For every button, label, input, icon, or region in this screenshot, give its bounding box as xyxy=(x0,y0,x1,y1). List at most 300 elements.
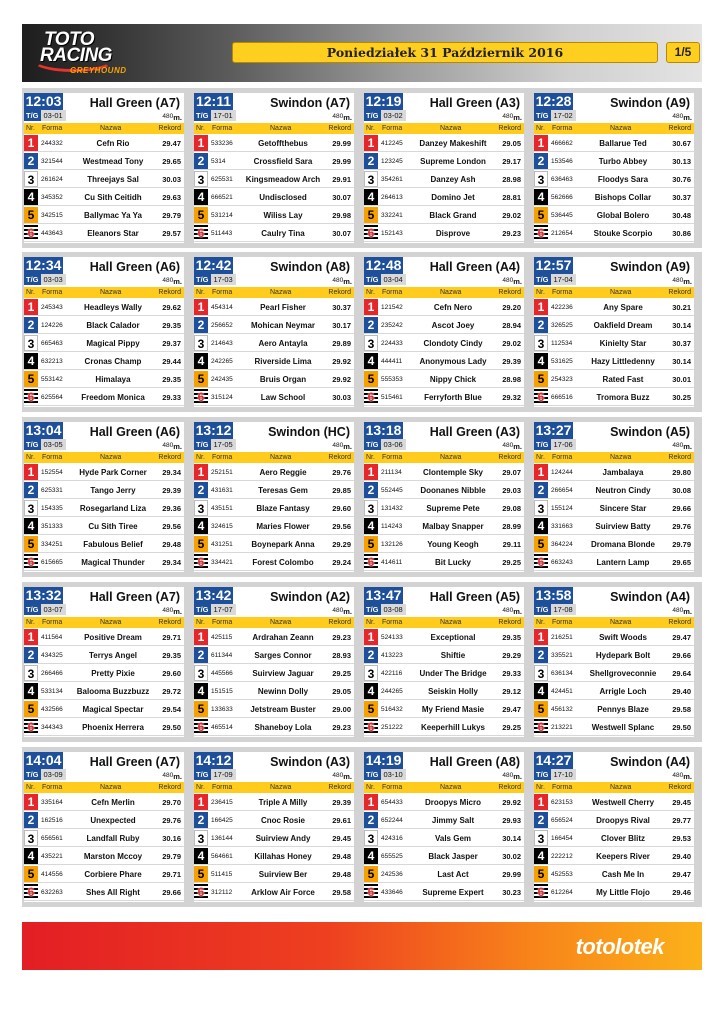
runner-name: Shaneboy Lola xyxy=(254,723,312,732)
col-nr: Nr. xyxy=(196,619,205,626)
runner-name: Terrys Angel xyxy=(88,651,137,660)
trap-number-badge: 4 xyxy=(194,353,208,369)
distance-unit: m. xyxy=(173,113,182,122)
distance-value: 480 xyxy=(332,607,344,614)
race-id xyxy=(194,110,236,121)
runner-form: 153546 xyxy=(551,158,573,165)
runner-row xyxy=(194,884,354,901)
runner-record: 29.60 xyxy=(162,669,181,678)
col-forma: Forma xyxy=(42,289,63,296)
runner-row xyxy=(534,629,694,646)
track-name: Hall Green (A3) xyxy=(429,425,520,439)
runner-name: Riverside Lima xyxy=(254,357,312,366)
runner-record: 29.33 xyxy=(162,393,181,402)
runner-name: Westwell Splanc xyxy=(591,723,655,732)
runner-form: 625331 xyxy=(41,487,63,494)
runner-name: Ascot Joey xyxy=(431,321,475,330)
runner-form: 244265 xyxy=(381,688,403,695)
runner-name: Getoffthebus xyxy=(258,139,308,148)
race-id xyxy=(194,439,236,450)
runner-name: Clondoty Cindy xyxy=(423,339,483,348)
race-code: 17-02 xyxy=(551,110,576,121)
runner-form: 414611 xyxy=(381,559,403,566)
runner-form: 266466 xyxy=(41,670,63,677)
trap-number-badge: 3 xyxy=(24,171,38,187)
runner-name: Suirview Batty xyxy=(595,522,651,531)
runner-name: Rosegarland Liza xyxy=(79,504,147,513)
race-code: 17-06 xyxy=(551,439,576,450)
runner-record: 30.07 xyxy=(332,229,351,238)
runner-record: 29.32 xyxy=(502,393,521,402)
distance-value: 480 xyxy=(332,113,344,120)
track-name: Swindon (A8) xyxy=(270,260,350,274)
runner-name: Hazy Littledenny xyxy=(591,357,655,366)
runner-record: 29.02 xyxy=(502,211,521,220)
runner-form: 663243 xyxy=(551,559,573,566)
runner-name: Vals Gem xyxy=(434,834,472,843)
runner-form: 611344 xyxy=(211,652,233,659)
race-id xyxy=(194,274,236,285)
runner-name: Swift Woods xyxy=(599,633,647,642)
runner-record: 29.39 xyxy=(332,798,351,807)
runner-form: 312112 xyxy=(211,889,233,896)
distance-value: 480 xyxy=(672,442,684,449)
runner-row xyxy=(534,665,694,682)
col-nazwa: Nazwa xyxy=(270,454,292,461)
runner-form: 331663 xyxy=(551,523,573,530)
runner-name: Crossfield Sara xyxy=(253,157,313,166)
race-distance xyxy=(672,275,692,286)
trap-number-badge: 5 xyxy=(194,866,208,882)
distance-value: 480 xyxy=(502,772,514,779)
col-rekord: Rekord xyxy=(328,289,351,296)
runner-row xyxy=(24,719,184,736)
runner-record: 29.79 xyxy=(162,852,181,861)
col-forma: Forma xyxy=(212,619,233,626)
runner-name: Keepers River xyxy=(596,852,650,861)
race-code: 03-07 xyxy=(41,604,66,615)
col-rekord: Rekord xyxy=(328,784,351,791)
runner-form: 632213 xyxy=(41,358,63,365)
col-rekord: Rekord xyxy=(498,289,521,296)
table-header xyxy=(24,287,184,298)
runner-form: 364224 xyxy=(551,541,573,548)
trap-number-badge: 6 xyxy=(194,719,208,735)
runner-name: Kingsmeadow Arch xyxy=(245,175,321,184)
runner-form: 456132 xyxy=(551,706,573,713)
runner-record: 29.24 xyxy=(332,558,351,567)
runner-form: 166454 xyxy=(551,835,573,842)
trap-number-badge: 5 xyxy=(194,701,208,717)
runner-name: Undisclosed xyxy=(259,193,307,202)
track-name: Hall Green (A7) xyxy=(89,755,180,769)
runner-row xyxy=(24,317,184,334)
runner-row xyxy=(194,225,354,242)
trap-number-badge: 2 xyxy=(534,482,548,498)
table-header xyxy=(534,123,694,134)
runner-form: 524133 xyxy=(381,634,403,641)
runner-name: Tromora Buzz xyxy=(596,393,650,402)
runner-form: 252151 xyxy=(211,469,233,476)
distance-value: 480 xyxy=(332,772,344,779)
runner-name: Cu Sith Tiree xyxy=(88,522,138,531)
col-rekord: Rekord xyxy=(328,619,351,626)
runner-row xyxy=(194,299,354,316)
trap-number-badge: 1 xyxy=(534,464,548,480)
trap-number-badge: 5 xyxy=(194,536,208,552)
runner-record: 30.48 xyxy=(672,211,691,220)
runner-record: 29.63 xyxy=(162,193,181,202)
runner-name: Blaze Fantasy xyxy=(256,504,310,513)
runner-name: Teresas Gem xyxy=(258,486,308,495)
runner-name: Landfall Ruby xyxy=(86,834,140,843)
trap-number-badge: 1 xyxy=(24,299,38,315)
runner-record: 29.85 xyxy=(332,486,351,495)
runner-row xyxy=(194,683,354,700)
trap-number-badge: 6 xyxy=(24,225,38,241)
runner-row xyxy=(364,299,524,316)
runner-name: Maries Flower xyxy=(256,522,310,531)
runner-name: Jimmy Salt xyxy=(431,816,475,825)
runner-name: Ballarue Ted xyxy=(599,139,647,148)
trap-number-badge: 1 xyxy=(364,794,378,810)
runner-record: 29.92 xyxy=(502,798,521,807)
runner-row xyxy=(534,135,694,152)
race-code: 03-05 xyxy=(41,439,66,450)
table-header xyxy=(194,452,354,463)
race-time: 13:32 xyxy=(25,587,62,603)
runner-name: Danzey Makeshift xyxy=(419,139,487,148)
race-band xyxy=(22,417,702,577)
page-header xyxy=(22,24,702,82)
runner-row xyxy=(364,665,524,682)
col-forma: Forma xyxy=(212,125,233,132)
runner-form: 114243 xyxy=(381,523,403,530)
col-nr: Nr. xyxy=(536,289,545,296)
col-forma: Forma xyxy=(382,454,403,461)
runner-form: 335164 xyxy=(41,799,63,806)
tg-label: T/G xyxy=(536,111,549,120)
trap-number-badge: 2 xyxy=(534,317,548,333)
distance-unit: m. xyxy=(683,442,692,451)
runner-name: Floodys Sara xyxy=(597,175,649,184)
runner-record: 29.40 xyxy=(672,852,691,861)
runner-form: 212654 xyxy=(551,230,573,237)
runner-record: 29.36 xyxy=(162,504,181,513)
distance-value: 480 xyxy=(162,277,174,284)
col-nr: Nr. xyxy=(26,125,35,132)
totolotek-logo: totolotek xyxy=(575,934,664,959)
runner-name: Aero Reggie xyxy=(259,468,307,477)
runner-row xyxy=(364,830,524,847)
runner-row xyxy=(194,866,354,883)
runner-form: 354261 xyxy=(381,176,403,183)
runner-name: Threejays Sal xyxy=(87,175,139,184)
runner-row xyxy=(364,554,524,571)
runner-name: Domino Jet xyxy=(431,193,475,202)
runner-row xyxy=(534,464,694,481)
col-forma: Forma xyxy=(552,784,573,791)
trap-number-badge: 2 xyxy=(24,317,38,333)
runner-row xyxy=(534,153,694,170)
trap-number-badge: 4 xyxy=(534,189,548,205)
runner-name: Doonanes Nibble xyxy=(420,486,486,495)
table-header xyxy=(364,617,524,628)
race-id xyxy=(24,604,66,615)
trap-number-badge: 1 xyxy=(24,135,38,151)
runner-name: Cash Me In xyxy=(601,870,645,879)
runner-record: 28.98 xyxy=(502,375,521,384)
col-rekord: Rekord xyxy=(668,454,691,461)
runner-form: 625564 xyxy=(41,394,63,401)
runner-row xyxy=(364,794,524,811)
distance-value: 480 xyxy=(672,277,684,284)
runner-name: Ferryforth Blue xyxy=(424,393,482,402)
distance-value: 480 xyxy=(332,442,344,449)
table-header xyxy=(534,287,694,298)
runner-record: 29.46 xyxy=(672,888,691,897)
col-forma: Forma xyxy=(42,454,63,461)
runner-row xyxy=(534,299,694,316)
runner-record: 29.58 xyxy=(332,888,351,897)
runner-name: Ballymac Ya Ya xyxy=(84,211,142,220)
race-distance xyxy=(672,770,692,781)
runner-record: 29.33 xyxy=(502,669,521,678)
trap-number-badge: 1 xyxy=(194,794,208,810)
table-header xyxy=(364,782,524,793)
runner-name: Marston Mccoy xyxy=(83,852,143,861)
race-card xyxy=(534,93,694,243)
col-nr: Nr. xyxy=(196,784,205,791)
distance-value: 480 xyxy=(502,442,514,449)
runner-row xyxy=(194,830,354,847)
runner-record: 29.92 xyxy=(332,375,351,384)
runner-form: 466662 xyxy=(551,140,573,147)
runner-name: Black Jasper xyxy=(428,852,478,861)
runner-record: 29.35 xyxy=(162,375,181,384)
trap-number-badge: 4 xyxy=(364,848,378,864)
runner-form: 242435 xyxy=(211,376,233,383)
trap-number-badge: 2 xyxy=(534,153,548,169)
runner-record: 29.02 xyxy=(502,339,521,348)
runner-record: 29.39 xyxy=(502,357,521,366)
page-indicator: 1/5 xyxy=(666,42,700,63)
tg-label: T/G xyxy=(26,275,39,284)
trap-number-badge: 3 xyxy=(364,830,378,846)
runner-form: 511415 xyxy=(211,871,233,878)
tg-label: T/G xyxy=(536,770,549,779)
runner-form: 533134 xyxy=(41,688,63,695)
col-rekord: Rekord xyxy=(328,125,351,132)
runner-record: 29.50 xyxy=(672,723,691,732)
runner-record: 29.47 xyxy=(672,870,691,879)
distance-value: 480 xyxy=(502,607,514,614)
trap-number-badge: 6 xyxy=(364,554,378,570)
race-card xyxy=(194,93,354,243)
col-nazwa: Nazwa xyxy=(100,454,122,461)
runner-row xyxy=(534,189,694,206)
col-nazwa: Nazwa xyxy=(100,289,122,296)
runner-record: 29.29 xyxy=(502,651,521,660)
runner-form: 454314 xyxy=(211,304,233,311)
runner-form: 112534 xyxy=(551,340,573,347)
table-header xyxy=(364,287,524,298)
race-band xyxy=(22,747,702,907)
trap-number-badge: 1 xyxy=(534,794,548,810)
runner-row xyxy=(24,683,184,700)
col-nazwa: Nazwa xyxy=(440,619,462,626)
trap-number-badge: 2 xyxy=(194,482,208,498)
trap-number-badge: 3 xyxy=(534,500,548,516)
distance-unit: m. xyxy=(343,277,352,286)
tg-label: T/G xyxy=(366,770,379,779)
table-header xyxy=(194,123,354,134)
trap-number-badge: 3 xyxy=(24,335,38,351)
race-code: 17-08 xyxy=(551,604,576,615)
col-forma: Forma xyxy=(212,289,233,296)
race-time: 13:58 xyxy=(535,587,572,603)
runner-row xyxy=(194,848,354,865)
runner-record: 29.71 xyxy=(162,870,181,879)
race-code: 03-02 xyxy=(381,110,406,121)
distance-unit: m. xyxy=(343,607,352,616)
trap-number-badge: 3 xyxy=(534,665,548,681)
runner-form: 652244 xyxy=(381,817,403,824)
runner-form: 121542 xyxy=(381,304,403,311)
tg-label: T/G xyxy=(366,605,379,614)
runner-record: 29.77 xyxy=(672,816,691,825)
runner-row xyxy=(364,866,524,883)
runner-name: Shellgroveconnie xyxy=(589,669,657,678)
runner-row xyxy=(194,701,354,718)
runner-record: 30.07 xyxy=(332,193,351,202)
col-nr: Nr. xyxy=(366,289,375,296)
col-forma: Forma xyxy=(212,454,233,461)
col-rekord: Rekord xyxy=(328,454,351,461)
runner-row xyxy=(364,464,524,481)
col-rekord: Rekord xyxy=(498,125,521,132)
runner-record: 29.58 xyxy=(672,705,691,714)
runner-name: Himalaya xyxy=(95,375,131,384)
runner-row xyxy=(364,389,524,406)
runner-row xyxy=(24,500,184,517)
race-card xyxy=(24,752,184,902)
runner-record: 30.37 xyxy=(332,303,351,312)
runner-record: 30.14 xyxy=(672,357,691,366)
race-id xyxy=(364,769,406,780)
runner-record: 29.47 xyxy=(502,705,521,714)
race-time: 13:12 xyxy=(195,422,232,438)
runner-form: 334251 xyxy=(41,541,63,548)
race-distance xyxy=(162,275,182,286)
trap-number-badge: 5 xyxy=(24,207,38,223)
trap-number-badge: 5 xyxy=(24,866,38,882)
race-card xyxy=(534,587,694,737)
runner-record: 29.35 xyxy=(502,633,521,642)
runner-name: Last Act xyxy=(437,870,469,879)
runner-record: 30.21 xyxy=(672,303,691,312)
race-time: 12:03 xyxy=(25,93,62,109)
race-time: 13:04 xyxy=(25,422,62,438)
col-nazwa: Nazwa xyxy=(100,125,122,132)
runner-form: 612264 xyxy=(551,889,573,896)
runner-form: 656561 xyxy=(41,835,63,842)
table-header xyxy=(194,782,354,793)
trap-number-badge: 6 xyxy=(364,719,378,735)
runner-form: 256652 xyxy=(211,322,233,329)
race-time: 12:48 xyxy=(365,257,402,273)
runner-name: Hyde Park Corner xyxy=(79,468,147,477)
runner-row xyxy=(534,719,694,736)
col-nr: Nr. xyxy=(26,784,35,791)
trap-number-badge: 6 xyxy=(364,225,378,241)
col-rekord: Rekord xyxy=(158,125,181,132)
runner-record: 29.39 xyxy=(162,486,181,495)
runner-name: Shiftie xyxy=(440,651,466,660)
trap-number-badge: 6 xyxy=(194,884,208,900)
runner-record: 30.37 xyxy=(672,339,691,348)
runner-form: 625531 xyxy=(211,176,233,183)
runner-row xyxy=(534,371,694,388)
runner-form: 162516 xyxy=(41,817,63,824)
runner-row xyxy=(24,335,184,352)
table-header xyxy=(364,452,524,463)
trap-number-badge: 6 xyxy=(534,719,548,735)
table-header xyxy=(534,452,694,463)
runner-record: 29.72 xyxy=(162,687,181,696)
race-card xyxy=(194,257,354,407)
race-code: 17-10 xyxy=(551,769,576,780)
runner-form: 351333 xyxy=(41,523,63,530)
col-nazwa: Nazwa xyxy=(610,454,632,461)
runner-name: Exceptional xyxy=(430,633,476,642)
page-footer xyxy=(22,922,702,970)
race-distance xyxy=(332,111,352,122)
race-distance xyxy=(332,770,352,781)
race-card xyxy=(534,257,694,407)
runner-name: Neutron Cindy xyxy=(595,486,651,495)
race-card xyxy=(24,257,184,407)
trap-number-badge: 2 xyxy=(364,317,378,333)
runner-row xyxy=(534,884,694,901)
runner-row xyxy=(194,647,354,664)
race-time: 12:11 xyxy=(195,93,232,109)
race-card xyxy=(194,752,354,902)
trap-number-badge: 5 xyxy=(534,207,548,223)
runner-row xyxy=(364,371,524,388)
trap-number-badge: 2 xyxy=(364,647,378,663)
runner-form: 452553 xyxy=(551,871,573,878)
runner-form: 321544 xyxy=(41,158,63,165)
runner-form: 264613 xyxy=(381,194,403,201)
runner-record: 29.37 xyxy=(162,339,181,348)
trap-number-badge: 3 xyxy=(194,500,208,516)
runner-form: 531625 xyxy=(551,358,573,365)
runner-form: 344343 xyxy=(41,724,63,731)
runner-row xyxy=(194,464,354,481)
runner-row xyxy=(24,554,184,571)
track-name: Hall Green (A4) xyxy=(429,260,520,274)
race-card xyxy=(364,752,524,902)
trap-number-badge: 2 xyxy=(534,812,548,828)
runner-row xyxy=(24,830,184,847)
tg-label: T/G xyxy=(26,770,39,779)
runner-form: 222212 xyxy=(551,853,573,860)
trap-number-badge: 1 xyxy=(364,464,378,480)
col-nr: Nr. xyxy=(536,454,545,461)
runner-record: 29.35 xyxy=(162,321,181,330)
runner-form: 555353 xyxy=(381,376,403,383)
